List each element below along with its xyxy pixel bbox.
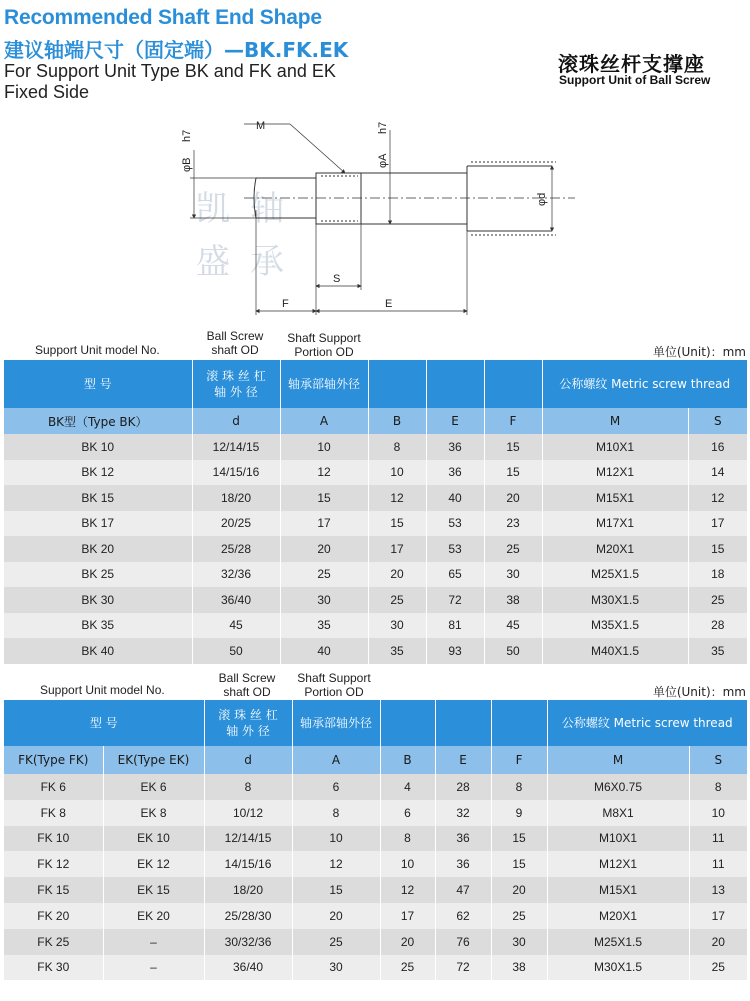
fk-table-cell: 20: [689, 929, 747, 955]
bk-sub-f: F: [484, 408, 542, 434]
fk-sub-a: A: [292, 746, 380, 774]
bk-table-cell: 12: [688, 485, 747, 511]
fk-table-cell: FK 20: [4, 903, 103, 929]
page-subtitle-line-2: Fixed Side: [4, 82, 90, 102]
bk-table-cell: BK 12: [4, 460, 192, 486]
bk-unit-label: 单位(Unit)：mm: [652, 345, 746, 359]
fk-table-cell: FK 15: [4, 877, 103, 903]
fk-table-cell: 25: [689, 955, 747, 981]
fk-sub-s: S: [689, 746, 747, 774]
bk-table-cell: 14: [688, 460, 747, 486]
bk-table-cell: 65: [426, 562, 484, 588]
bk-table-cell: 72: [426, 587, 484, 613]
fk-table-cell: 28: [435, 774, 491, 800]
fk-table-cell: 15: [491, 826, 547, 852]
fk-head-b-empty: [380, 700, 435, 746]
bk-table-cell: 12/14/15: [192, 434, 280, 460]
fk-table-cell: 25: [292, 929, 380, 955]
fk-table-cell: 38: [491, 955, 547, 981]
brand-title-chinese: 滚珠丝杆支撑座: [558, 52, 705, 76]
bk-table-cell: 45: [484, 613, 542, 639]
bk-table-cell: 25/28: [192, 536, 280, 562]
fk-subheader-row: [4, 746, 747, 774]
fk-table-cell: 8: [380, 826, 435, 852]
fk-table-cell: 12: [292, 851, 380, 877]
bk-table-cell: 45: [192, 613, 280, 639]
bk-table-cell: BK 25: [4, 562, 192, 588]
fk-table-cell: M6X0.75: [547, 774, 689, 800]
fk-head-d: 滚 珠 丝 杠 轴 外 径: [204, 700, 292, 746]
bk-head-b-empty: [368, 360, 426, 408]
fk-table-cell: 10: [380, 851, 435, 877]
bk-head-d: 滚 珠 丝 杠 轴 外 径: [192, 360, 280, 408]
bk-table-cell: 35: [368, 638, 426, 664]
fk-table-cell: –: [103, 929, 204, 955]
fk-table-cell: 14/15/16: [204, 851, 292, 877]
label-phi-b: φB: [181, 157, 193, 172]
fk-table-cell: EK 6: [103, 774, 204, 800]
bk-table-cell: 15: [484, 434, 542, 460]
fk-table-cell: 72: [435, 955, 491, 981]
bk-sub-s: S: [688, 408, 747, 434]
fk-table-row: [4, 903, 747, 929]
page-subtitle-line-1: For Support Unit Type BK and FK and EK: [4, 61, 336, 81]
fk-table-cell: 76: [435, 929, 491, 955]
fk-table-cell: 30: [292, 955, 380, 981]
bk-table-cell: M25X1.5: [542, 562, 688, 588]
label-phi-a: φA: [377, 153, 389, 168]
fk-table-cell: 12/14/15: [204, 826, 292, 852]
bk-table-row: [4, 587, 747, 613]
bk-table-cell: 30: [484, 562, 542, 588]
fk-table-cell: 36/40: [204, 955, 292, 981]
fk-table-cell: 8: [292, 800, 380, 826]
bk-table-cell: 36: [426, 460, 484, 486]
bk-table-cell: 14/15/16: [192, 460, 280, 486]
fk-table-cell: FK 8: [4, 800, 103, 826]
label-f: F: [282, 298, 289, 310]
fk-table-cell: 13: [689, 877, 747, 903]
bk-sub-e: E: [426, 408, 484, 434]
bk-table-row: [4, 562, 747, 588]
bk-table-cell: BK 20: [4, 536, 192, 562]
fk-table-cell: 15: [491, 851, 547, 877]
bk-table-row: [4, 434, 747, 460]
bk-table-cell: 10: [368, 460, 426, 486]
fk-table-cell: FK 25: [4, 929, 103, 955]
fk-table-row: [4, 929, 747, 955]
fk-table-cell: M8X1: [547, 800, 689, 826]
bk-table-row: [4, 460, 747, 486]
bk-table-cell: 8: [368, 434, 426, 460]
bk-col-a-label: Shaft Support Portion OD: [287, 331, 361, 359]
watermark-char: 轴: [250, 189, 284, 229]
watermark: [196, 189, 284, 282]
bk-table-cell: 30: [280, 587, 368, 613]
bk-sub-type: BK型（Type BK）: [4, 408, 192, 434]
fk-head-thread: 公称螺纹 Metric screw thread: [547, 700, 747, 746]
bk-table-cell: 17: [280, 511, 368, 537]
fk-table-row: [4, 955, 747, 981]
bk-table-cell: 36: [426, 434, 484, 460]
fk-head-type: 型 号: [4, 700, 204, 746]
bk-table-cell: M35X1.5: [542, 613, 688, 639]
bk-table-cell: 10: [280, 434, 368, 460]
fk-sub-d: d: [204, 746, 292, 774]
bk-table-cell: 53: [426, 511, 484, 537]
fk-head-f-empty: [491, 700, 547, 746]
fk-table-cell: M10X1: [547, 826, 689, 852]
bk-table-cell: 12: [368, 485, 426, 511]
fk-table-cell: 30/32/36: [204, 929, 292, 955]
bk-table-cell: M15X1: [542, 485, 688, 511]
bk-table-cell: 15: [688, 536, 747, 562]
fk-table-cell: M12X1: [547, 851, 689, 877]
brand-title-english: Support Unit of Ball Screw: [559, 73, 711, 87]
bk-table-cell: M17X1: [542, 511, 688, 537]
bk-table-cell: 25: [688, 587, 747, 613]
bk-sub-b: B: [368, 408, 426, 434]
label-s: S: [333, 273, 341, 285]
bk-table-cell: 50: [484, 638, 542, 664]
bk-table-cell: 35: [280, 613, 368, 639]
bk-table-cell: 20: [368, 562, 426, 588]
bk-table-cell: 38: [484, 587, 542, 613]
fk-table-cell: 4: [380, 774, 435, 800]
fk-table-cell: 47: [435, 877, 491, 903]
fk-table-cell: 20: [292, 903, 380, 929]
bk-table-cell: M30X1.5: [542, 587, 688, 613]
bk-table-row: [4, 638, 747, 664]
fk-head-e-empty: [435, 700, 491, 746]
fk-head-a: 轴承部轴外径: [292, 700, 380, 746]
bk-table-cell: 40: [426, 485, 484, 511]
fk-col-a-label: Shaft Support Portion OD: [297, 671, 371, 699]
bk-table-cell: 32/36: [192, 562, 280, 588]
bk-table-cell: M40X1.5: [542, 638, 688, 664]
fk-table-cell: FK 30: [4, 955, 103, 981]
fk-table-cell: 10/12: [204, 800, 292, 826]
fk-table-cell: FK 10: [4, 826, 103, 852]
fk-table-row: [4, 774, 747, 800]
fk-table-cell: 11: [689, 826, 747, 852]
fk-table-row: [4, 877, 747, 903]
bk-table-cell: 23: [484, 511, 542, 537]
watermark-char: 凯: [196, 189, 230, 229]
fk-sub-type-fk: FK(Type FK): [4, 746, 103, 774]
label-phi-d: φd: [536, 192, 548, 206]
fk-table-cell: M15X1: [547, 877, 689, 903]
bk-table-cell: BK 10: [4, 434, 192, 460]
bk-table-cell: 15: [368, 511, 426, 537]
fk-model-label: Support Unit model No.: [40, 683, 165, 697]
label-h7-right: h7: [377, 121, 389, 134]
bk-table-cell: BK 17: [4, 511, 192, 537]
fk-table-cell: EK 12: [103, 851, 204, 877]
bk-head-a: 轴承部轴外径: [280, 360, 368, 408]
bk-table-cell: 20: [280, 536, 368, 562]
fk-table-cell: 8: [689, 774, 747, 800]
fk-sub-m: M: [547, 746, 689, 774]
bk-table-cell: 35: [688, 638, 747, 664]
fk-table-cell: EK 15: [103, 877, 204, 903]
bk-table-cell: 18: [688, 562, 747, 588]
bk-table-cell: 30: [368, 613, 426, 639]
bk-table-cell: 25: [368, 587, 426, 613]
fk-table-cell: M30X1.5: [547, 955, 689, 981]
bk-table-cell: 17: [688, 511, 747, 537]
bk-table-cell: BK 30: [4, 587, 192, 613]
bk-table-cell: M20X1: [542, 536, 688, 562]
label-e: E: [385, 298, 393, 310]
bk-head-thread: 公称螺纹 Metric screw thread: [542, 360, 747, 408]
fk-table-cell: EK 8: [103, 800, 204, 826]
fk-table-cell: M25X1.5: [547, 929, 689, 955]
fk-table-cell: 18/20: [204, 877, 292, 903]
fk-table-cell: 30: [491, 929, 547, 955]
bk-head-e-empty: [426, 360, 484, 408]
fk-table-cell: 36: [435, 826, 491, 852]
bk-table-cell: BK 35: [4, 613, 192, 639]
bk-table-cell: BK 40: [4, 638, 192, 664]
label-h7-left: h7: [181, 129, 193, 142]
fk-table-cell: 25: [491, 903, 547, 929]
bk-sub-d: d: [192, 408, 280, 434]
bk-model-label: Support Unit model No.: [35, 343, 160, 357]
bk-col-d-label: Ball Screw shaft OD: [206, 329, 264, 357]
fk-table-cell: 12: [380, 877, 435, 903]
fk-col-d-label: Ball Screw shaft OD: [218, 671, 276, 699]
shaft-end-drawing: [0, 110, 750, 320]
bk-table-cell: M12X1: [542, 460, 688, 486]
bk-table-cell: 15: [280, 485, 368, 511]
fk-table-cell: 25/28/30: [204, 903, 292, 929]
bk-table-row: [4, 536, 747, 562]
bk-table-cell: 16: [688, 434, 747, 460]
fk-sub-type-ek: EK(Type EK): [103, 746, 204, 774]
fk-table-cell: FK 6: [4, 774, 103, 800]
fk-table-cell: 17: [380, 903, 435, 929]
fk-table-cell: 9: [491, 800, 547, 826]
fk-table-cell: 8: [204, 774, 292, 800]
bk-table-cell: 17: [368, 536, 426, 562]
fk-table-cell: 62: [435, 903, 491, 929]
page-title-chinese: 建议轴端尺寸（固定端）—BK.FK.EK: [4, 38, 349, 62]
bk-table-row: [4, 613, 747, 639]
fk-table-cell: 10: [689, 800, 747, 826]
fk-sub-e: E: [435, 746, 491, 774]
fk-table-cell: 20: [491, 877, 547, 903]
fk-table-cell: 10: [292, 826, 380, 852]
fk-table-cell: 15: [292, 877, 380, 903]
bk-table-cell: 40: [280, 638, 368, 664]
bk-table-cell: 50: [192, 638, 280, 664]
fk-table-cell: 32: [435, 800, 491, 826]
bk-subheader-row: [4, 408, 747, 434]
bk-head-type: 型 号: [4, 360, 192, 408]
bk-table-cell: 20: [484, 485, 542, 511]
bk-table-cell: 25: [484, 536, 542, 562]
fk-unit-label: 单位(Unit)：mm: [652, 685, 746, 699]
bk-table-cell: M10X1: [542, 434, 688, 460]
fk-table-cell: 11: [689, 851, 747, 877]
fk-table-cell: 6: [380, 800, 435, 826]
fk-table-cell: 17: [689, 903, 747, 929]
bk-table-cell: 20/25: [192, 511, 280, 537]
fk-table-row: [4, 851, 747, 877]
fk-table-row: [4, 826, 747, 852]
fk-table-cell: –: [103, 955, 204, 981]
watermark-char: 承: [250, 242, 284, 282]
bk-table-cell: 18/20: [192, 485, 280, 511]
fk-sub-b: B: [380, 746, 435, 774]
bk-table-cell: 81: [426, 613, 484, 639]
watermark-char: 盛: [196, 242, 230, 282]
bk-table-cell: 53: [426, 536, 484, 562]
bk-table-cell: BK 15: [4, 485, 192, 511]
bk-table-row: [4, 511, 747, 537]
label-m: M: [256, 120, 266, 132]
fk-table-cell: 8: [491, 774, 547, 800]
fk-table-row: [4, 800, 747, 826]
bk-spec-table: [4, 360, 747, 664]
bk-table-cell: 28: [688, 613, 747, 639]
fk-sub-f: F: [491, 746, 547, 774]
bk-table-cell: 25: [280, 562, 368, 588]
bk-table-cell: 15: [484, 460, 542, 486]
fk-table-cell: 20: [380, 929, 435, 955]
fk-table-cell: M20X1: [547, 903, 689, 929]
bk-table-cell: 93: [426, 638, 484, 664]
fk-table-cell: EK 20: [103, 903, 204, 929]
bk-table-cell: 12: [280, 460, 368, 486]
fk-spec-table: [4, 700, 747, 980]
fk-table-cell: FK 12: [4, 851, 103, 877]
bk-sub-a: A: [280, 408, 368, 434]
fk-table-cell: 6: [292, 774, 380, 800]
fk-header-row: [4, 700, 747, 746]
bk-header-row: [4, 360, 747, 408]
fk-table-cell: 25: [380, 955, 435, 981]
bk-table-row: [4, 485, 747, 511]
bk-table-cell: 36/40: [192, 587, 280, 613]
fk-table-cell: EK 10: [103, 826, 204, 852]
fk-table-cell: 36: [435, 851, 491, 877]
bk-head-f-empty: [484, 360, 542, 408]
bk-sub-m: M: [542, 408, 688, 434]
page-title: Recommended Shaft End Shape: [4, 6, 322, 29]
